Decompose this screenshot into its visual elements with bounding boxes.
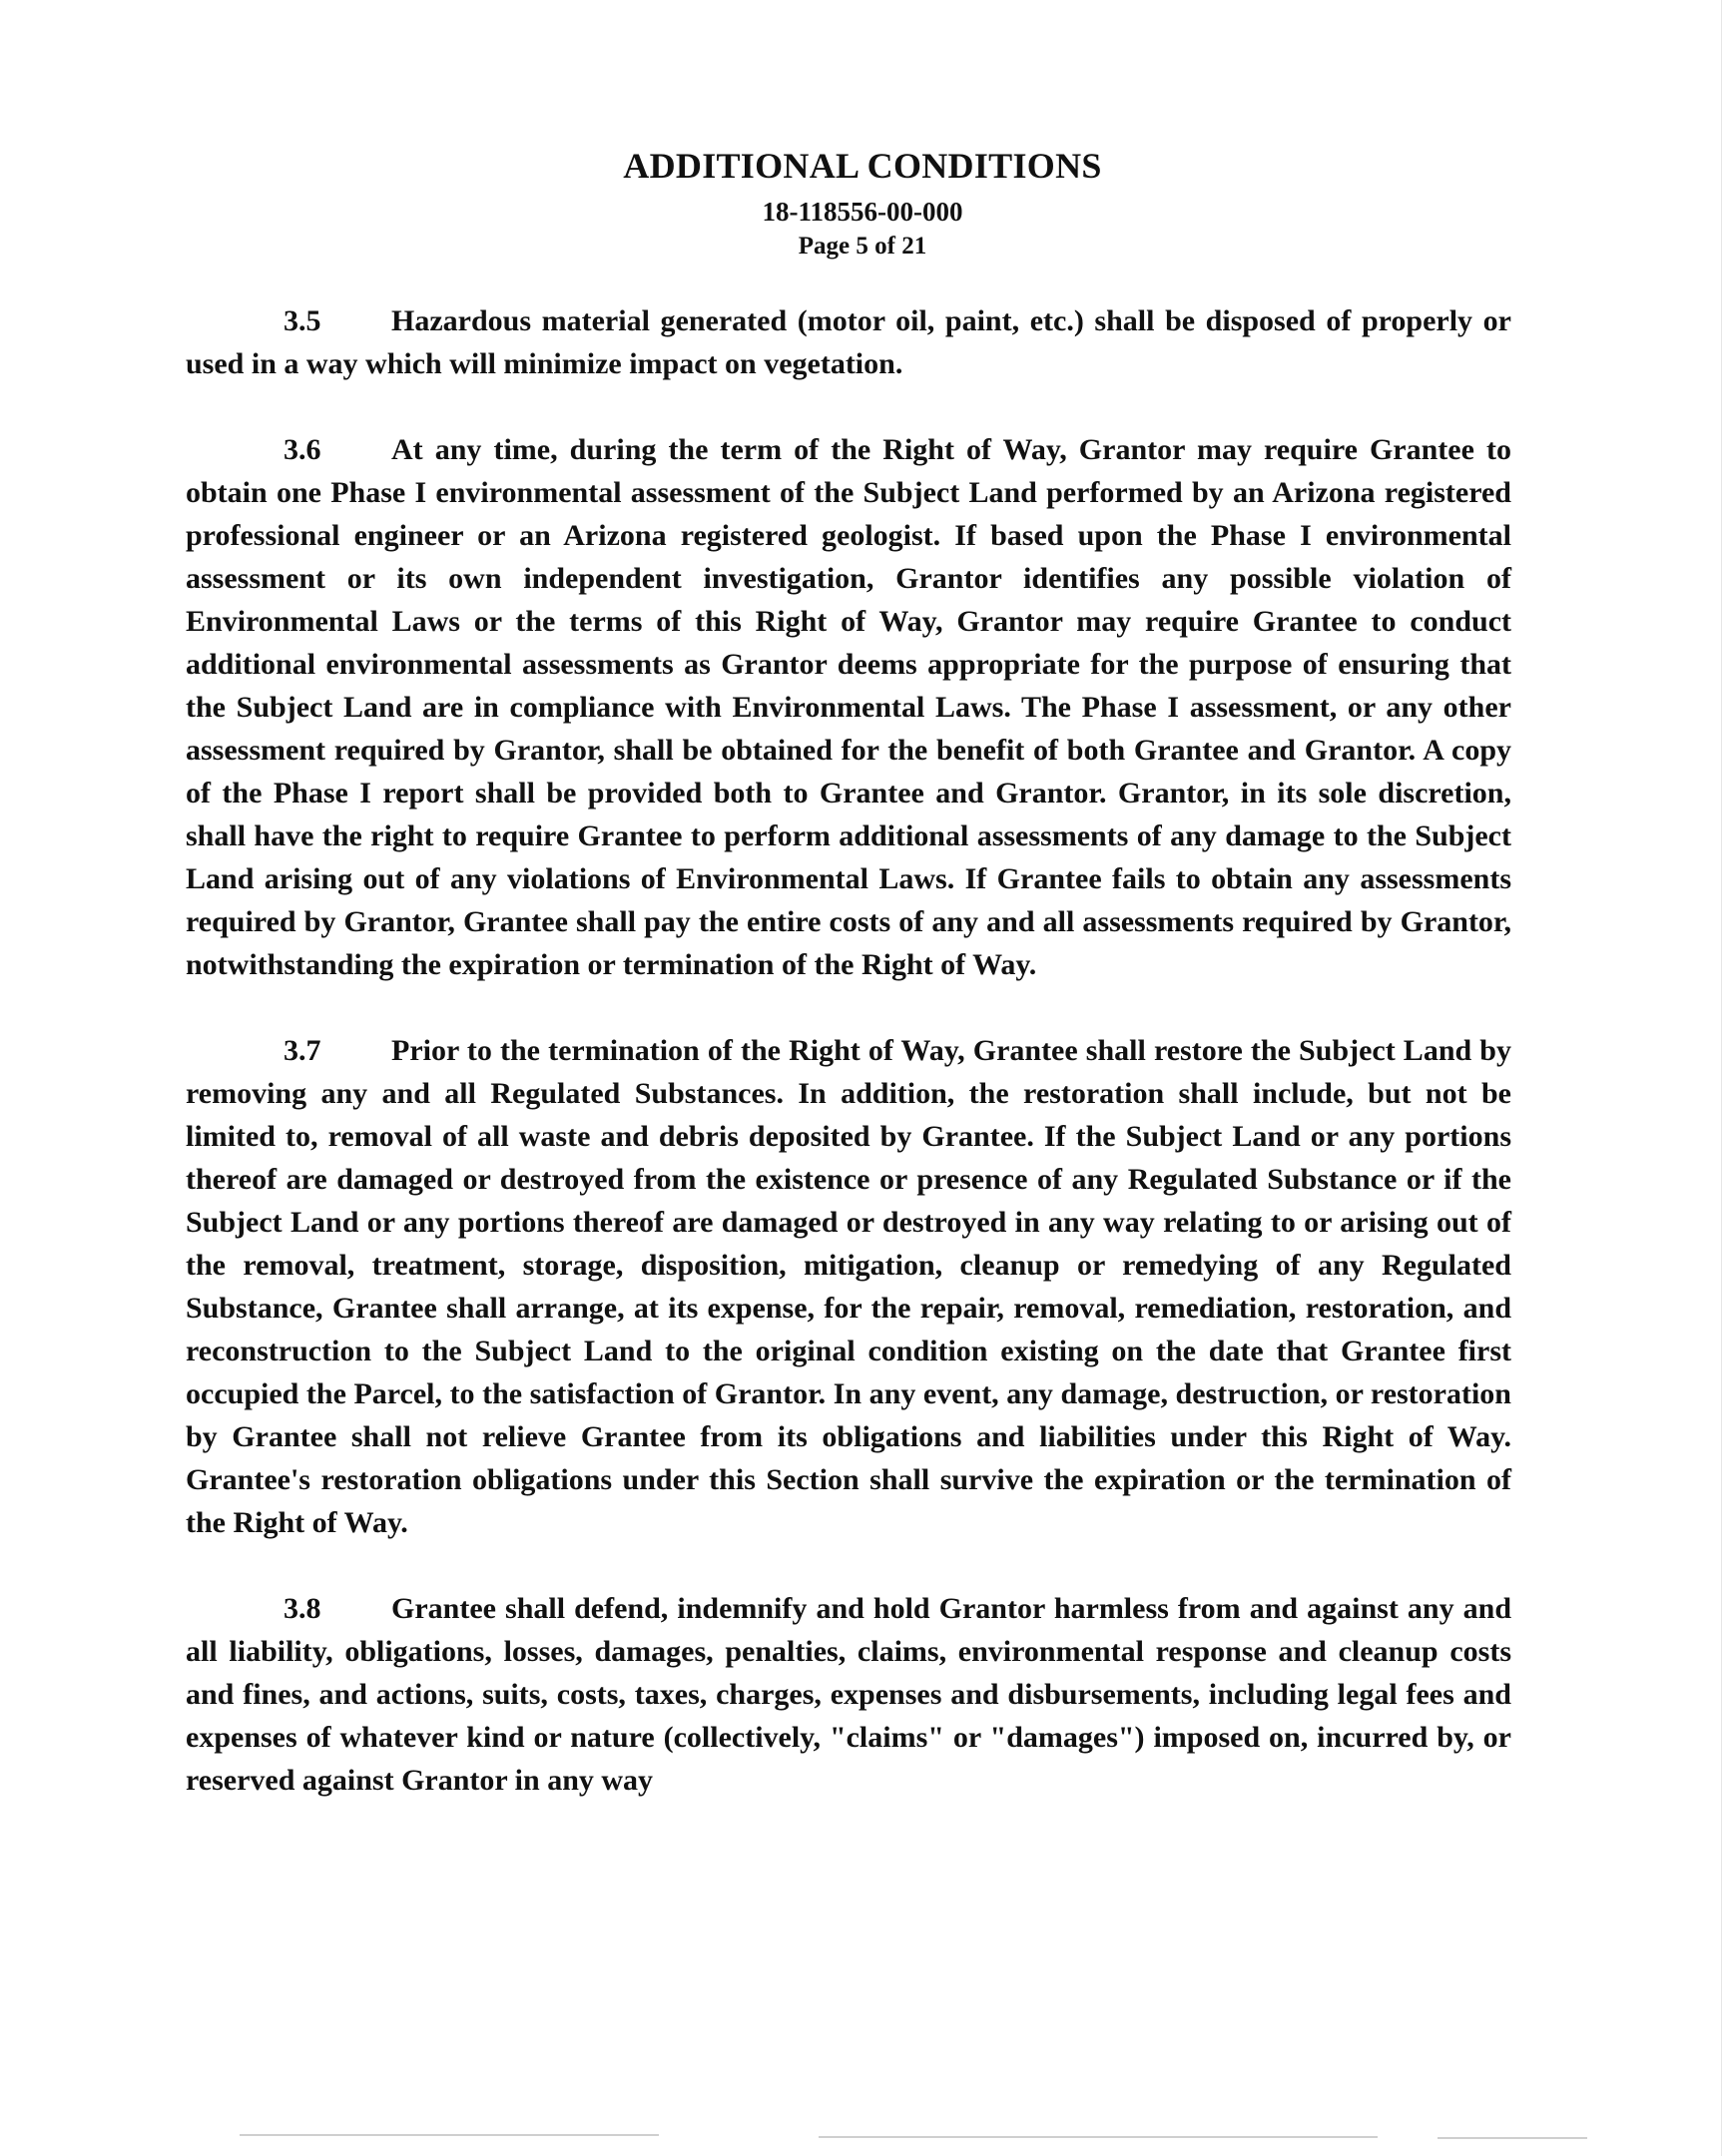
section-3-6 bbox=[186, 428, 1511, 986]
scan-artifact bbox=[240, 2134, 659, 2136]
document-number: 18-118556-00-000 bbox=[762, 197, 963, 227]
section-number: 3.5 bbox=[284, 304, 321, 337]
section-text: At any time, during the term of the Right of Way, Grantor may require Grantee to obtain one Phase I environmental assessment of the Subject Land performed by an Arizona registered professional engineer or an Arizona registered geologist. If based upon the Phase I environmental assessment or its own independent investigation, Grantor identifies any possible violation of Environmental Laws or the terms of this Right of Way, Grantor may require Grantee to conduct additional environmental assessments as Grantor deems appropriate for the purpose of ensuring that the Subject Land are in compliance with Environmental Laws. The Phase I assessment, or any other assessment required by Grantor, shall be obtained for the benefit of both Grantee and Grantor. A copy of the Phase I report shall be provided both to Grantee and Grantor. Grantor, in its sole discretion, shall have the right to require Grantee to perform additional assessments of any damage to the Subject Land arising out of any violations of Environmental Laws. If Grantee fails to obtain any assessments required by Grantor, Grantee shall pay the entire costs of any and all assessments required by Grantor, notwithstanding the expiration or termination of the Right of Way. bbox=[186, 433, 1511, 981]
section-number: 3.6 bbox=[284, 433, 321, 466]
scan-edge bbox=[1721, 0, 1722, 2156]
document-body bbox=[186, 299, 1511, 1845]
section-number: 3.7 bbox=[284, 1034, 321, 1067]
section-text: Prior to the termination of the Right of Way, Grantee shall restore the Subject Land by removing any and all Regulated Substances. In addition, the restoration shall include, but not be limited to, removal of all waste and debris deposited by Grantee. If the Subject Land or any portions thereof are damaged or destroyed from the existence or presence of any Regulated Substance or if the Subject Land or any portions thereof are damaged or destroyed in any way relating to or arising out of the removal, treatment, storage, disposition, mitigation, cleanup or remedying of any Regulated Substance, Grantee shall arrange, at its expense, for the repair, removal, remediation, restoration, and reconstruction to the Subject Land to the original condition existing on the date that Grantee first occupied the Parcel, to the satisfaction of Grantor. In any event, any damage, destruction, or restoration by Grantee shall not relieve Grantee from its obligations and liabilities under this Right of Way. Grantee's restoration obligations under this Section shall survive the expiration or the termination of the Right of Way. bbox=[186, 1034, 1511, 1539]
section-text: Grantee shall defend, indemnify and hold Grantor harmless from and against any and all liability, obligations, losses, damages, penalties, claims, environmental response and cleanup costs and fines, and actions, suits, costs, taxes, charges, expenses and disbursements, including legal fees and expenses of whatever kind or nature (collectively, "claims" or "damages") imposed on, incurred by, or reserved against Grantor in any way bbox=[186, 1592, 1511, 1797]
section-3-8 bbox=[186, 1587, 1511, 1802]
scan-artifact bbox=[819, 2136, 1378, 2138]
page-title: ADDITIONAL CONDITIONS bbox=[623, 146, 1102, 186]
section-3-5 bbox=[186, 299, 1511, 385]
section-number: 3.8 bbox=[284, 1592, 321, 1625]
scan-artifact bbox=[1438, 2137, 1587, 2139]
section-3-7 bbox=[186, 1029, 1511, 1544]
section-text: Hazardous material generated (motor oil, paint, etc.) shall be disposed of properly or used in a way which will minimize impact on vegetation. bbox=[186, 304, 1511, 380]
page-number: Page 5 of 21 bbox=[798, 233, 927, 260]
